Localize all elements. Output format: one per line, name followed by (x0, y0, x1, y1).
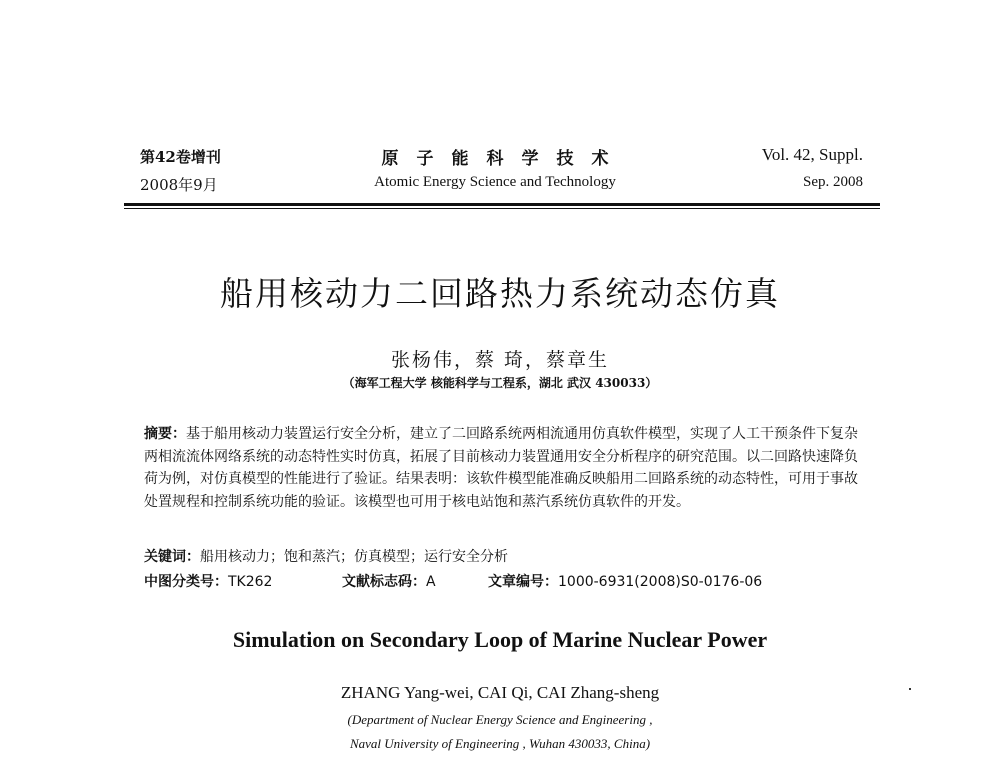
keywords-label: 关键词： (144, 549, 200, 565)
article-title-cn: 船用核动力二回路热力系统动态仿真 (220, 274, 780, 313)
doc-code-value: A (426, 574, 436, 590)
article-number-label: 文章编号： (488, 574, 558, 590)
keywords-cn (144, 546, 508, 566)
class-number-value: TK262 (228, 574, 273, 590)
affiliation-cn: （海军工程大学 核能科学与工程系，湖北 武汉 430033） (342, 376, 658, 390)
authors-en: ZHANG Yang-wei, CAI Qi, CAI Zhang-sheng (340, 683, 660, 702)
article-number-value: 1000-6931(2008)S0-0176-06 (558, 574, 763, 590)
journal-volume-en: Vol. 42, Suppl. (761, 145, 863, 164)
doc-code-cell (342, 571, 488, 591)
abstract-label: 摘要： (144, 426, 186, 442)
journal-date-en: Sep. 2008 (803, 174, 863, 190)
article-number-cell (488, 571, 762, 591)
affiliation-en-line2: Naval University of Engineering , Wuhan 430033, China) (349, 736, 651, 751)
article-title-en: Simulation on Secondary Loop of Marine Nuclear Power (232, 627, 768, 652)
class-number-label: 中图分类号： (144, 574, 228, 590)
header-rule-thick (124, 203, 880, 206)
scan-speck (909, 688, 911, 690)
journal-volume-cn: 第42卷增刊 (140, 148, 221, 166)
journal-name-en: Atomic Energy Science and Technology (374, 174, 616, 190)
journal-name-cn: 原子能科学技术 (381, 149, 627, 169)
keywords-text: 船用核动力；饱和蒸汽；仿真模型；运行安全分析 (200, 549, 508, 565)
abstract-text: 基于船用核动力装置运行安全分析，建立了二回路系统两相流通用仿真软件模型，实现了人工干预条件下复杂两相流流体网络系统的动态特性实时仿真，拓展了目前核动力装置通用安全分析程序的研究范围。以二回路快速降负荷为例，对仿真模型的性能进行了验证。结果表明：该软件模型能准确反映船用二回路系统的动态特性，可用于事故处置规程和控制系统功能的验证。该模型也可用于核电站饱和蒸汽系统仿真软件的开发。 (144, 426, 858, 510)
classification-line (144, 571, 762, 591)
abstract-cn (144, 423, 858, 513)
doc-code-label: 文献标志码： (342, 574, 426, 590)
header-rule-thin (124, 208, 880, 209)
class-number-cell (144, 571, 342, 591)
journal-date-cn: 2008年9月 (140, 176, 218, 194)
affiliation-en-line1: (Department of Nuclear Energy Science and Engineering , (347, 712, 653, 727)
authors-cn: 张杨伟，蔡 琦，蔡章生 (390, 349, 610, 371)
